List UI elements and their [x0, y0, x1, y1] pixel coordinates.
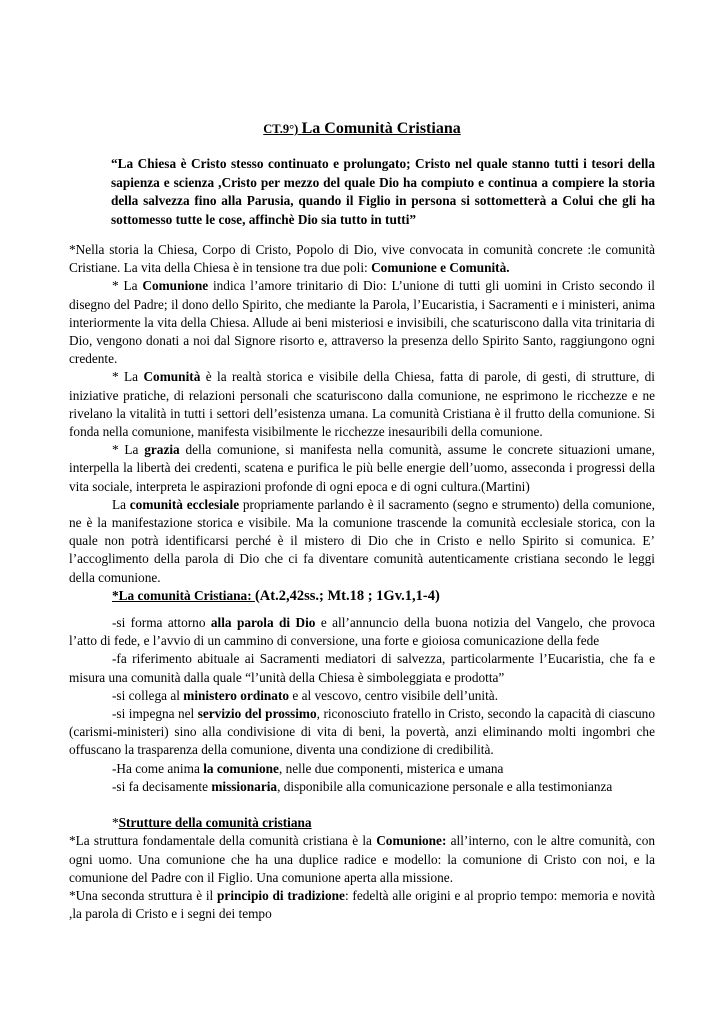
- section1-references: (At.2,42ss.; Mt.18 ; 1Gv.1,1-4): [254, 587, 440, 604]
- struttura1-term: Comunione:: [376, 833, 447, 849]
- comunita-term: Comunità: [143, 369, 201, 385]
- struttura2-term: principio di tradizione: [217, 887, 345, 903]
- item-term: alla parola di Dio: [210, 615, 316, 631]
- list-item: [69, 650, 655, 686]
- ecclesiale-term: comunità ecclesiale: [129, 496, 240, 512]
- section2-heading: Strutture della comunità cristiana: [118, 815, 312, 831]
- grazia-text: della comunione, si manifesta nella comunità, assume le concrete situazioni umane, interpella la libertà dei credenti, scatena e purifica le più belle energie dell’uomo, asseconda i progressi della vita sociale, interpreta le aspirazioni profonde di ogni epoca e di ogni cultura.(Martini): [69, 442, 655, 494]
- item-term: servizio del prossimo: [197, 706, 317, 722]
- intro-text: *Nella storia la Chiesa, Corpo di Cristo, Popolo di Dio, vive convocata in comunità concrete :le comunità Cristiane. La vita della Chiesa è in tensione tra due poli:: [69, 242, 655, 276]
- item-term: la comunione: [203, 760, 279, 776]
- section-heading-strutture: [69, 814, 655, 832]
- item-text: e al vescovo, centro visibile dell’unità.: [289, 687, 499, 703]
- page-title: [0, 120, 724, 138]
- document-body: [69, 241, 655, 923]
- title-main: La Comunità Cristiana: [301, 120, 461, 137]
- list-item: [69, 614, 655, 650]
- item-text: , riconosciuto fratello in Cristo, secondo la capacità di ciascuno (carismi-ministeri) sino alla condivisione di vita di beni, la povertà, anzi eliminando molti ingombri che offuscano la trasparenza della comunione, diventa una condizione di credibilità.: [69, 706, 655, 758]
- intro-paragraph: [69, 241, 655, 277]
- list-item: [69, 760, 655, 778]
- struttura2-text: : fedeltà alle origini e al proprio tempo: memoria e novità ,la parola di Cristo e i segni dei tempo: [69, 887, 655, 922]
- item-lead: -si impegna nel: [112, 706, 198, 722]
- grazia-lead: * La: [112, 442, 145, 458]
- item-text: e all’annuncio della buona notizia del Vangelo, che provoca l’atto di fede, e l’avvio di un cammino di conversione, una forte e gioiosa comunicazione della fede: [69, 615, 655, 649]
- intro-bold: Comunione e Comunità.: [371, 260, 510, 276]
- title-prefix: CT.9°): [263, 122, 299, 136]
- item-lead: -Ha come anima: [112, 760, 204, 776]
- list-item: [69, 778, 655, 796]
- opening-quote: “La Chiesa è Cristo stesso continuato e prolungato; Cristo nel quale stanno tutti i tesori della sapienza e scienza ,Cristo per mezzo del quale Dio ha compiuto e continua a compiere la storia della salvezza fino alla Parusia, quando il Figlio in persona si sottometterà a Colui che gli ha sottomesso tutte le cose, affinchè Dio sia tutto in tutti”: [111, 156, 655, 227]
- section-heading-comunita: [69, 587, 655, 605]
- list-item: [69, 705, 655, 760]
- comunione-lead: * La: [112, 278, 143, 294]
- item-lead: -si forma attorno: [112, 615, 211, 631]
- item-term: missionaria: [211, 778, 278, 794]
- struttura2-paragraph: [69, 887, 655, 923]
- item-text: , disponibile alla comunicazione personale e alla testimonianza: [277, 778, 613, 794]
- struttura1-text: all’interno, con le altre comunità, con ogni uomo. Una comunione che ha una duplice radice e modello: la comunione di Cristo con noi, e la comunione del Padre con il Figlio. Una comunione aperta alla missione.: [69, 833, 656, 885]
- comunione-paragraph: [69, 277, 655, 368]
- comunione-text: indica l’amore trinitario di Dio: L’unione di tutti gli uomini in Cristo secondo il disegno del Padre; il dono dello Spirito, che mediante la Parola, l’Eucaristia, i Sacramenti e i ministeri, anima interiormente la vita della Chiesa. Allude ai beni misteriosi e invisibili, che scaturiscono dalla vita trinitaria di Dio, vengono donati a noi dal Signore risorto e, attraverso la presenza dello Spirito Santo, raggiungono ogni credente.: [69, 278, 655, 367]
- item-lead: -fa riferimento abituale ai Sacramenti mediatori di salvezza, particolarmente l’Eucaristia, che fa e misura una comunità dalla quale “l’unità della Chiesa è simboleggiata e prodotta”: [69, 651, 655, 685]
- item-text: , nelle due componenti, misterica e umana: [278, 760, 504, 776]
- comunita-text: è la realtà storica e visibile della Chiesa, fatta di parole, di gesti, di strutture, di iniziative pratiche, di relazioni personali che scaturiscono dalla comunione, ne esprimono le ricchezze e ne rivelano la vitalità in tutti i settori dell’esistenza umana. La comunità Cristiana è il frutto della comunione. Si fonda nella comunione, manifesta visibilmente le ricchezze inesauribili della comunione.: [69, 369, 655, 440]
- item-lead: -si fa decisamente: [112, 778, 212, 794]
- struttura1-lead: *La struttura fondamentale della comunità cristiana è la: [69, 833, 377, 849]
- comunione-term: Comunione: [142, 278, 209, 294]
- grazia-paragraph: [69, 441, 655, 496]
- ecclesiale-text: propriamente parlando è il sacramento (segno e strumento) della comunione, ne è la manifestazione storica e visibile. Ma la comunione trascende la comunità ecclesiale storica, con la quale non potrà identificarsi perché è il mistero di Dio che in Cristo e nello Spirito si comunica. E’ l’accoglimento della parola di Dio che ci fa diventare comunità autenticamente cristiana secondo le leggi della comunione.: [69, 496, 655, 585]
- ecclesiale-paragraph: [69, 496, 655, 587]
- comunita-lead: * La: [112, 369, 144, 385]
- section2-star: *: [112, 815, 119, 831]
- list-item: [69, 687, 655, 705]
- grazia-term: grazia: [144, 442, 180, 458]
- struttura2-lead: *Una seconda struttura è il: [69, 887, 218, 903]
- item-lead: -si collega al: [112, 687, 184, 703]
- spacer: [69, 605, 655, 614]
- comunita-paragraph: [69, 368, 655, 441]
- ecclesiale-lead: La: [112, 496, 130, 512]
- spacer: [69, 796, 655, 814]
- struttura1-paragraph: [69, 832, 655, 887]
- section1-heading: *La comunità Cristiana:: [112, 587, 255, 603]
- item-term: ministero ordinato: [183, 687, 290, 703]
